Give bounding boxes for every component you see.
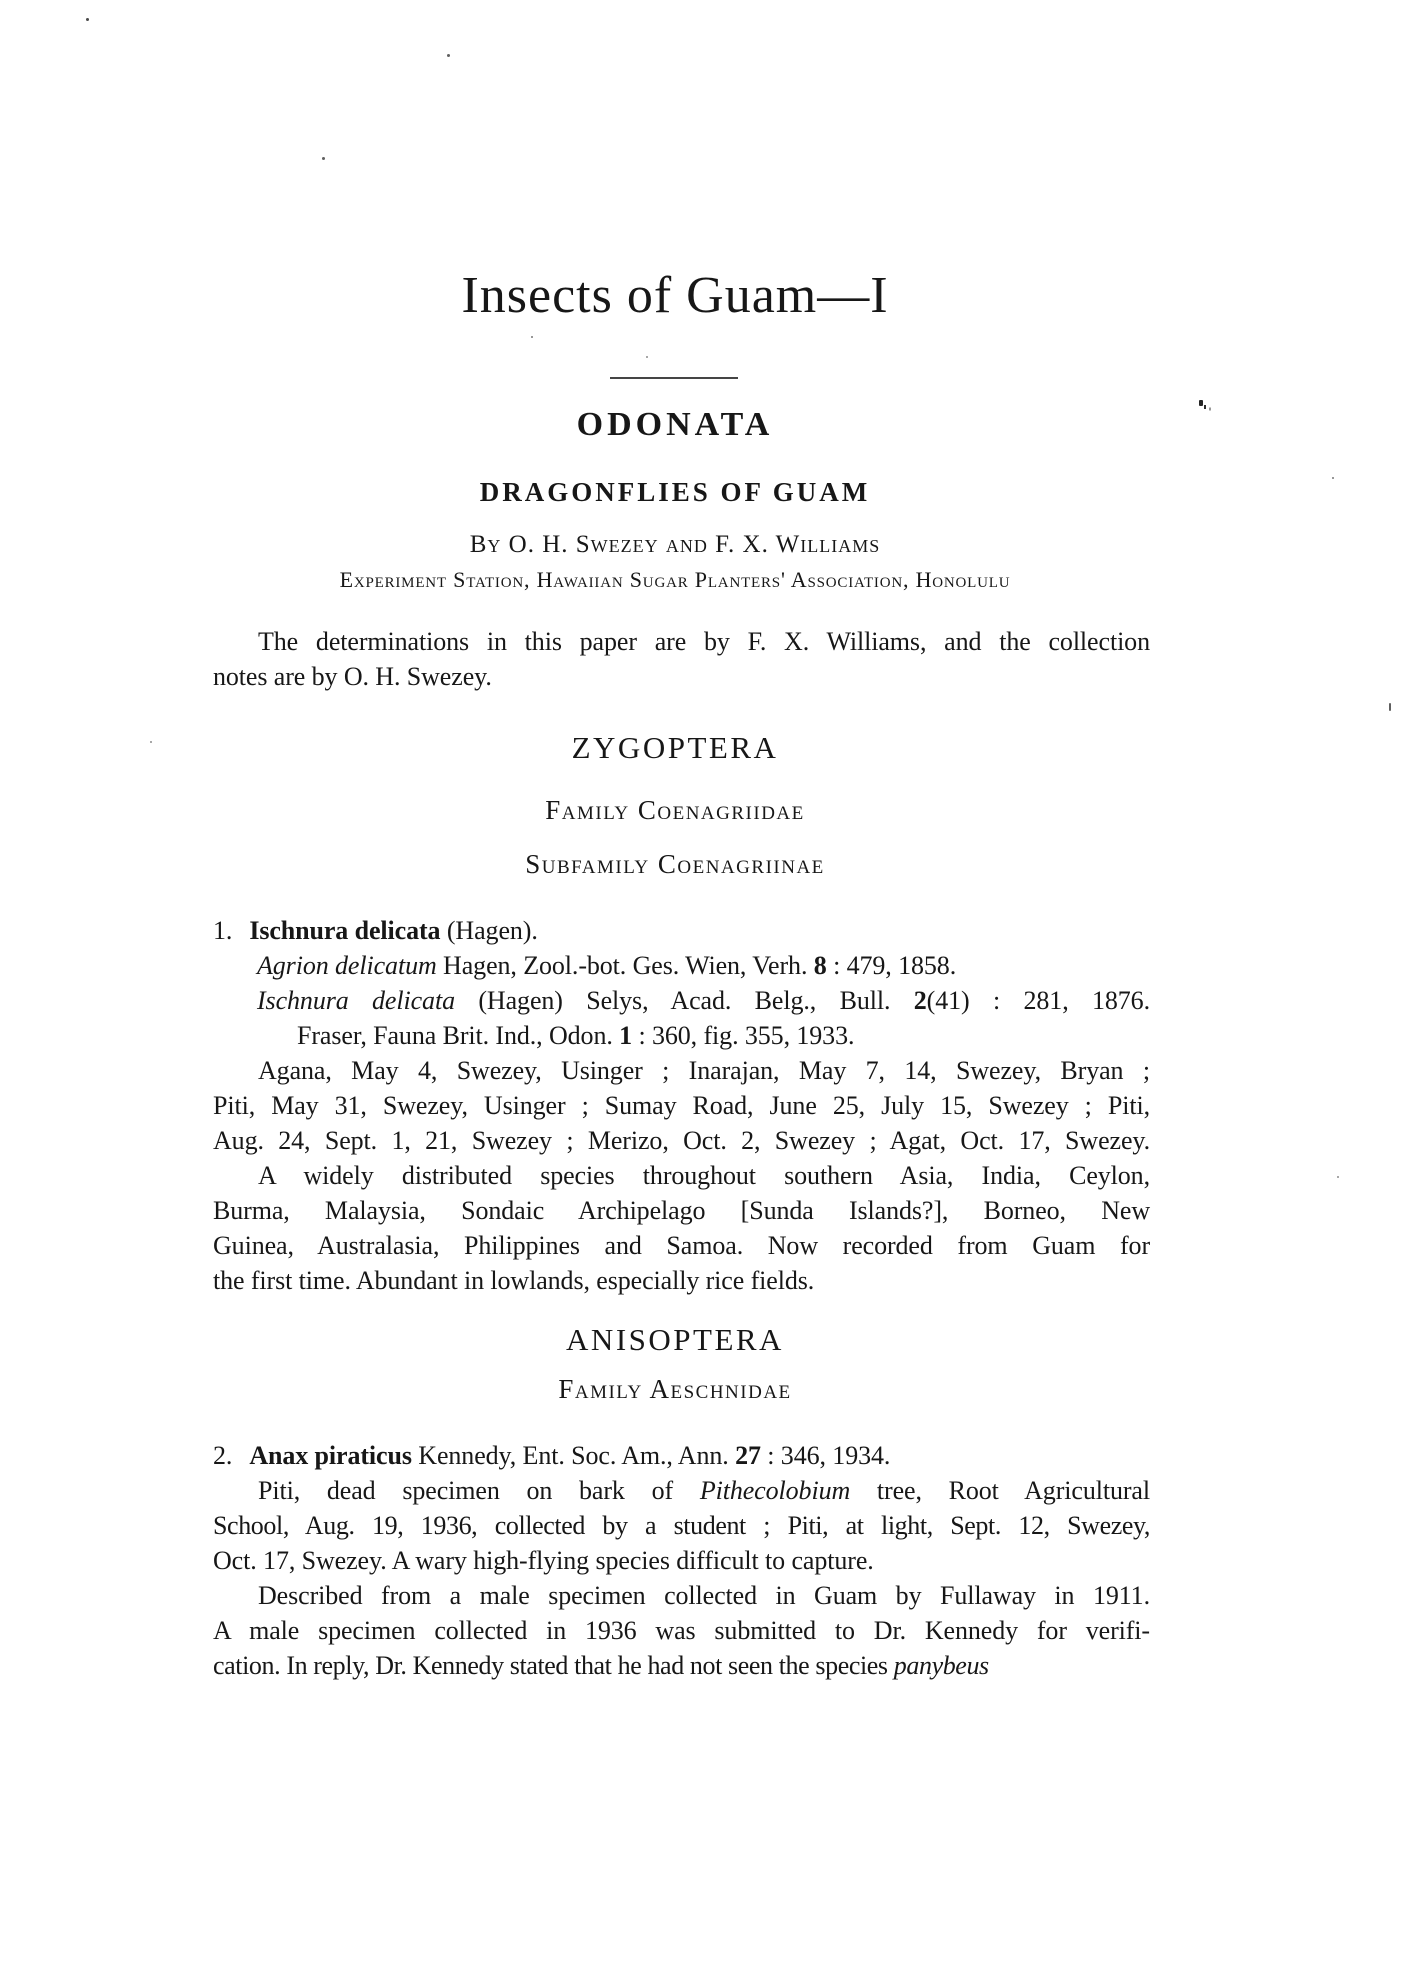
text-line: A male specimen collected in 1936 was submitted to Dr. Kennedy for verifi- bbox=[213, 1616, 1150, 1645]
suborder-heading-anisoptera: ANISOPTERA bbox=[566, 1322, 784, 1357]
distribution-line: Guinea, Australasia, Philippines and Samoa. Now recorded from Guam for bbox=[213, 1231, 1150, 1260]
synonym-citation: Hagen, Zool.-bot. Ges. Wien, Verh. bbox=[436, 951, 814, 980]
species-name: Ischnura delicata bbox=[249, 916, 441, 945]
collection-records-line: Piti, May 31, Swezey, Usinger ; Sumay Road, June 25, July 15, Swezey ; Piti, bbox=[213, 1091, 1150, 1120]
species-author: (Hagen). bbox=[440, 916, 538, 945]
ink-speck bbox=[1337, 1176, 1339, 1178]
affiliation: Experiment Station, Hawaiian Sugar Planters' Association, Honolulu bbox=[339, 567, 1011, 592]
subfamily-heading-coenagriinae: Subfamily Coenagriinae bbox=[525, 849, 825, 879]
article-subtitle: DRAGONFLIES OF GUAM bbox=[479, 477, 871, 507]
synonym-citation-tail: : 360, fig. 355, 1933. bbox=[632, 1021, 855, 1050]
plant-genus-name: Pithecolobium bbox=[699, 1476, 851, 1505]
species-epithet: panybeus bbox=[893, 1651, 989, 1680]
synonym-citation-tail: (41) : 281, 1876. bbox=[926, 986, 1150, 1015]
text-line: Piti, dead specimen on bark of Pithecolobium tree, Root Agricultural bbox=[258, 1476, 1150, 1505]
synonym-citation: Fraser, Fauna Brit. Ind., Odon. bbox=[297, 1021, 620, 1050]
volume-number: 1 bbox=[619, 1021, 633, 1050]
distribution-line: Burma, Malaysia, Sondaic Archipelago [Sunda Islands?], Borneo, New bbox=[213, 1196, 1150, 1225]
suborder-heading-zygoptera: ZYGOPTERA bbox=[571, 730, 779, 765]
ink-speck bbox=[531, 336, 533, 338]
byline: By O. H. Swezey and F. X. Williams bbox=[469, 531, 881, 558]
synonymy-line bbox=[213, 1018, 1150, 1053]
synonym-citation: (Hagen) Selys, Acad. Belg., Bull. bbox=[454, 986, 914, 1015]
intro-line-1: The determinations in this paper are by F. X. Williams, and the collection bbox=[258, 627, 1150, 656]
synonym-name: Ischnura delicata bbox=[257, 986, 455, 1015]
intro-line-2: notes are by O. H. Swezey. bbox=[213, 662, 492, 691]
page-title: Insects of Guam—I bbox=[461, 267, 889, 324]
species-name: Anax piraticus bbox=[249, 1441, 412, 1470]
species-heading bbox=[213, 1438, 1150, 1473]
species-entry-1 bbox=[213, 913, 1150, 1298]
order-heading: ODONATA bbox=[576, 406, 774, 443]
title-rule bbox=[610, 377, 738, 379]
synonym-citation-tail: : 479, 1858. bbox=[826, 951, 957, 980]
volume-number: 8 bbox=[813, 951, 827, 980]
intro-paragraph bbox=[213, 624, 1150, 694]
text-line: Oct. 17, Swezey. A wary high-flying species difficult to capture. bbox=[213, 1546, 874, 1575]
text-line: cation. In reply, Dr. Kennedy stated that he had not seen the species panybeus bbox=[213, 1651, 989, 1680]
collection-records-line: Agana, May 4, Swezey, Usinger ; Inarajan, May 7, 14, Swezey, Bryan ; bbox=[258, 1056, 1150, 1085]
volume-number: 27 bbox=[735, 1441, 761, 1470]
species-entry-2 bbox=[213, 1438, 1150, 1683]
entry-number: 2. bbox=[213, 1441, 233, 1470]
ink-speck bbox=[1332, 477, 1334, 479]
synonymy-line bbox=[213, 983, 1150, 1018]
distribution-line: A widely distributed species throughout southern Asia, India, Ceylon, bbox=[258, 1161, 1150, 1190]
ink-speck bbox=[322, 157, 325, 160]
text-line: School, Aug. 19, 1936, collected by a student ; Piti, at light, Sept. 12, Swezey, bbox=[213, 1511, 1150, 1540]
ink-smudge bbox=[1199, 400, 1203, 406]
volume-number: 2 bbox=[913, 986, 927, 1015]
distribution-line: the first time. Abundant in lowlands, especially rice fields. bbox=[213, 1266, 815, 1295]
species-heading bbox=[213, 913, 1150, 948]
family-heading-coenagriidae: Family Coenagriidae bbox=[545, 795, 805, 825]
text-line: Described from a male specimen collected in Guam by Fullaway in 1911. bbox=[258, 1581, 1150, 1610]
ink-scratch bbox=[1389, 703, 1391, 711]
synonymy-line bbox=[213, 948, 1150, 983]
text-line bbox=[213, 659, 1150, 694]
entry-number: 1. bbox=[213, 916, 233, 945]
collection-records-line: Aug. 24, Sept. 1, 21, Swezey ; Merizo, Oct. 2, Swezey ; Agat, Oct. 17, Swezey. bbox=[213, 1126, 1150, 1155]
ink-speck bbox=[646, 356, 648, 358]
text-line bbox=[213, 624, 1150, 659]
species-citation-tail: : 346, 1934. bbox=[760, 1441, 891, 1470]
ink-speck bbox=[447, 54, 450, 57]
synonym-name: Agrion delicatum bbox=[257, 951, 437, 980]
family-heading-aeschnidae: Family Aeschnidae bbox=[558, 1374, 792, 1404]
ink-speck bbox=[150, 741, 152, 743]
ink-speck bbox=[86, 18, 89, 21]
species-citation: Kennedy, Ent. Soc. Am., Ann. bbox=[411, 1441, 736, 1470]
